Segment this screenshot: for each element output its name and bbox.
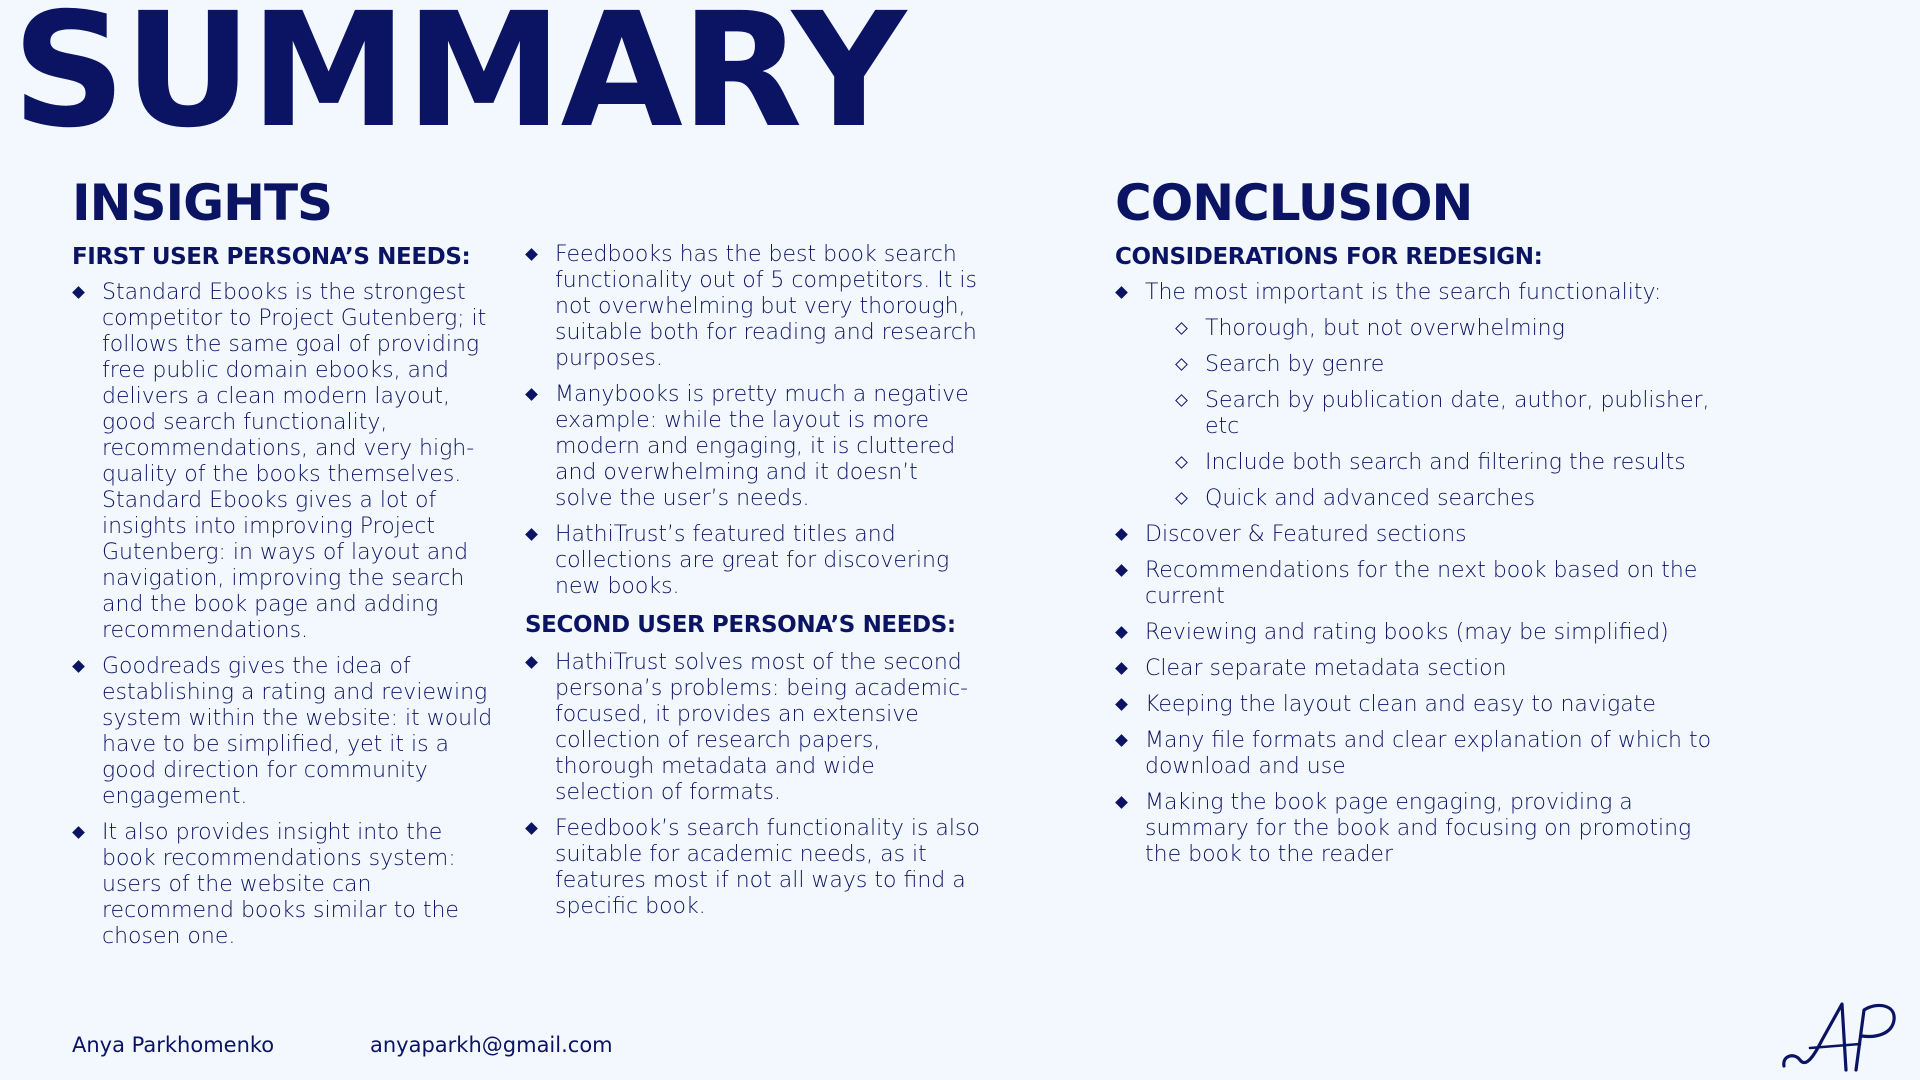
list-item: Reviewing and rating books (may be simplified) — [1115, 620, 1715, 646]
insights-column-2 — [525, 242, 980, 610]
first-persona-heading: FIRST USER PERSONA’S NEEDS: — [72, 244, 471, 270]
search-subitems-list — [1145, 316, 1715, 512]
insights-column-1 — [72, 280, 502, 960]
list-item: It also provides insight into the book recommendations system: users of the website can recommend books similar to the chosen one. — [72, 820, 502, 950]
sub-list-item: Thorough, but not overwhelming — [1175, 316, 1715, 342]
first-persona-list — [72, 280, 502, 950]
letter-p-stroke — [1856, 1005, 1894, 1070]
list-item: Many file formats and clear explanation of which to download and use — [1115, 728, 1715, 780]
author-name: Anya Parkhomenko — [72, 1033, 275, 1057]
diamond-bullet-icon — [525, 656, 538, 669]
hollow-diamond-bullet-icon — [1175, 492, 1188, 505]
sub-list-item: Search by publication date, author, publisher, etc — [1175, 388, 1715, 440]
diamond-bullet-icon — [1115, 528, 1128, 541]
diamond-bullet-icon — [1115, 734, 1128, 747]
list-item: Manybooks is pretty much a negative example: while the layout is more modern and engaging, it is cluttered and overwhelming and it doesn’t solve the user’s needs. — [525, 382, 980, 512]
considerations-list — [1115, 280, 1715, 868]
diamond-bullet-icon — [1115, 796, 1128, 809]
diamond-bullet-icon — [72, 286, 85, 299]
list-item: Goodreads gives the idea of establishing a rating and reviewing system within the website: it would have to be simplified, yet it is a good direction for community engagement. — [72, 654, 502, 810]
list-item: Feedbook’s search functionality is also suitable for academic needs, as it features most if not all ways to find a specific book. — [525, 816, 980, 920]
sub-list-item: Quick and advanced searches — [1175, 486, 1715, 512]
conclusion-heading: CONCLUSION — [1115, 174, 1473, 232]
diamond-bullet-icon — [525, 528, 538, 541]
diamond-bullet-icon — [1115, 698, 1128, 711]
letter-a-stroke — [1784, 1004, 1846, 1070]
hollow-diamond-bullet-icon — [1175, 394, 1188, 407]
second-persona-heading: SECOND USER PERSONA’S NEEDS: — [525, 612, 956, 638]
diamond-bullet-icon — [525, 248, 538, 261]
list-item: HathiTrust solves most of the second persona’s problems: being academic-focused, it provides an extensive collection of research papers, thorough metadata and wide selection of formats. — [525, 650, 980, 806]
diamond-bullet-icon — [72, 660, 85, 673]
diamond-bullet-icon — [1115, 626, 1128, 639]
hollow-diamond-bullet-icon — [1175, 456, 1188, 469]
sub-list-item: Include both search and filtering the results — [1175, 450, 1715, 476]
diamond-bullet-icon — [1115, 662, 1128, 675]
first-persona-list-continued — [525, 242, 980, 600]
list-item: The most important is the search functionality: Thorough, but not overwhelming Search by genre Search by publication date, author, publisher, etc Include both search and filtering the results Quick and advanced searches — [1115, 280, 1715, 512]
list-item: Discover & Featured sections — [1115, 522, 1715, 548]
insights-heading: INSIGHTS — [72, 174, 333, 232]
sub-list-item: Search by genre — [1175, 352, 1715, 378]
list-item: Standard Ebooks is the strongest competitor to Project Gutenberg; it follows the same goal of providing free public domain ebooks, and delivers a clean modern layout, good search functionality, recommendations, and very high-quality of the books themselves. Standard Ebooks gives a lot of insights into improving Project Gutenberg: in ways of layout and navigation, improving the search and the book page and adding recommendations. — [72, 280, 502, 644]
list-item: Keeping the layout clean and easy to navigate — [1115, 692, 1715, 718]
list-item: Making the book page engaging, providing a summary for the book and focusing on promoting the book to the reader — [1115, 790, 1715, 868]
diamond-bullet-icon — [1115, 286, 1128, 299]
hollow-diamond-bullet-icon — [1175, 322, 1188, 335]
list-item: Feedbooks has the best book search functionality out of 5 competitors. It is not overwhelming but very thorough, suitable both for reading and research purposes. — [525, 242, 980, 372]
diamond-bullet-icon — [525, 388, 538, 401]
diamond-bullet-icon — [72, 826, 85, 839]
insights-column-2-second — [525, 650, 980, 930]
page-title: SUMMARY — [12, 0, 905, 163]
list-item: Recommendations for the next book based on the current — [1115, 558, 1715, 610]
second-persona-list — [525, 650, 980, 920]
considerations-heading: CONSIDERATIONS FOR REDESIGN: — [1115, 244, 1543, 270]
author-email: anyaparkh@gmail.com — [370, 1033, 613, 1057]
diamond-bullet-icon — [1115, 564, 1128, 577]
list-item: Clear separate metadata section — [1115, 656, 1715, 682]
conclusion-column — [1115, 280, 1715, 878]
diamond-bullet-icon — [525, 822, 538, 835]
ap-monogram-logo-icon — [1780, 1000, 1900, 1075]
list-item: HathiTrust’s featured titles and collections are great for discovering new books. — [525, 522, 980, 600]
hollow-diamond-bullet-icon — [1175, 358, 1188, 371]
